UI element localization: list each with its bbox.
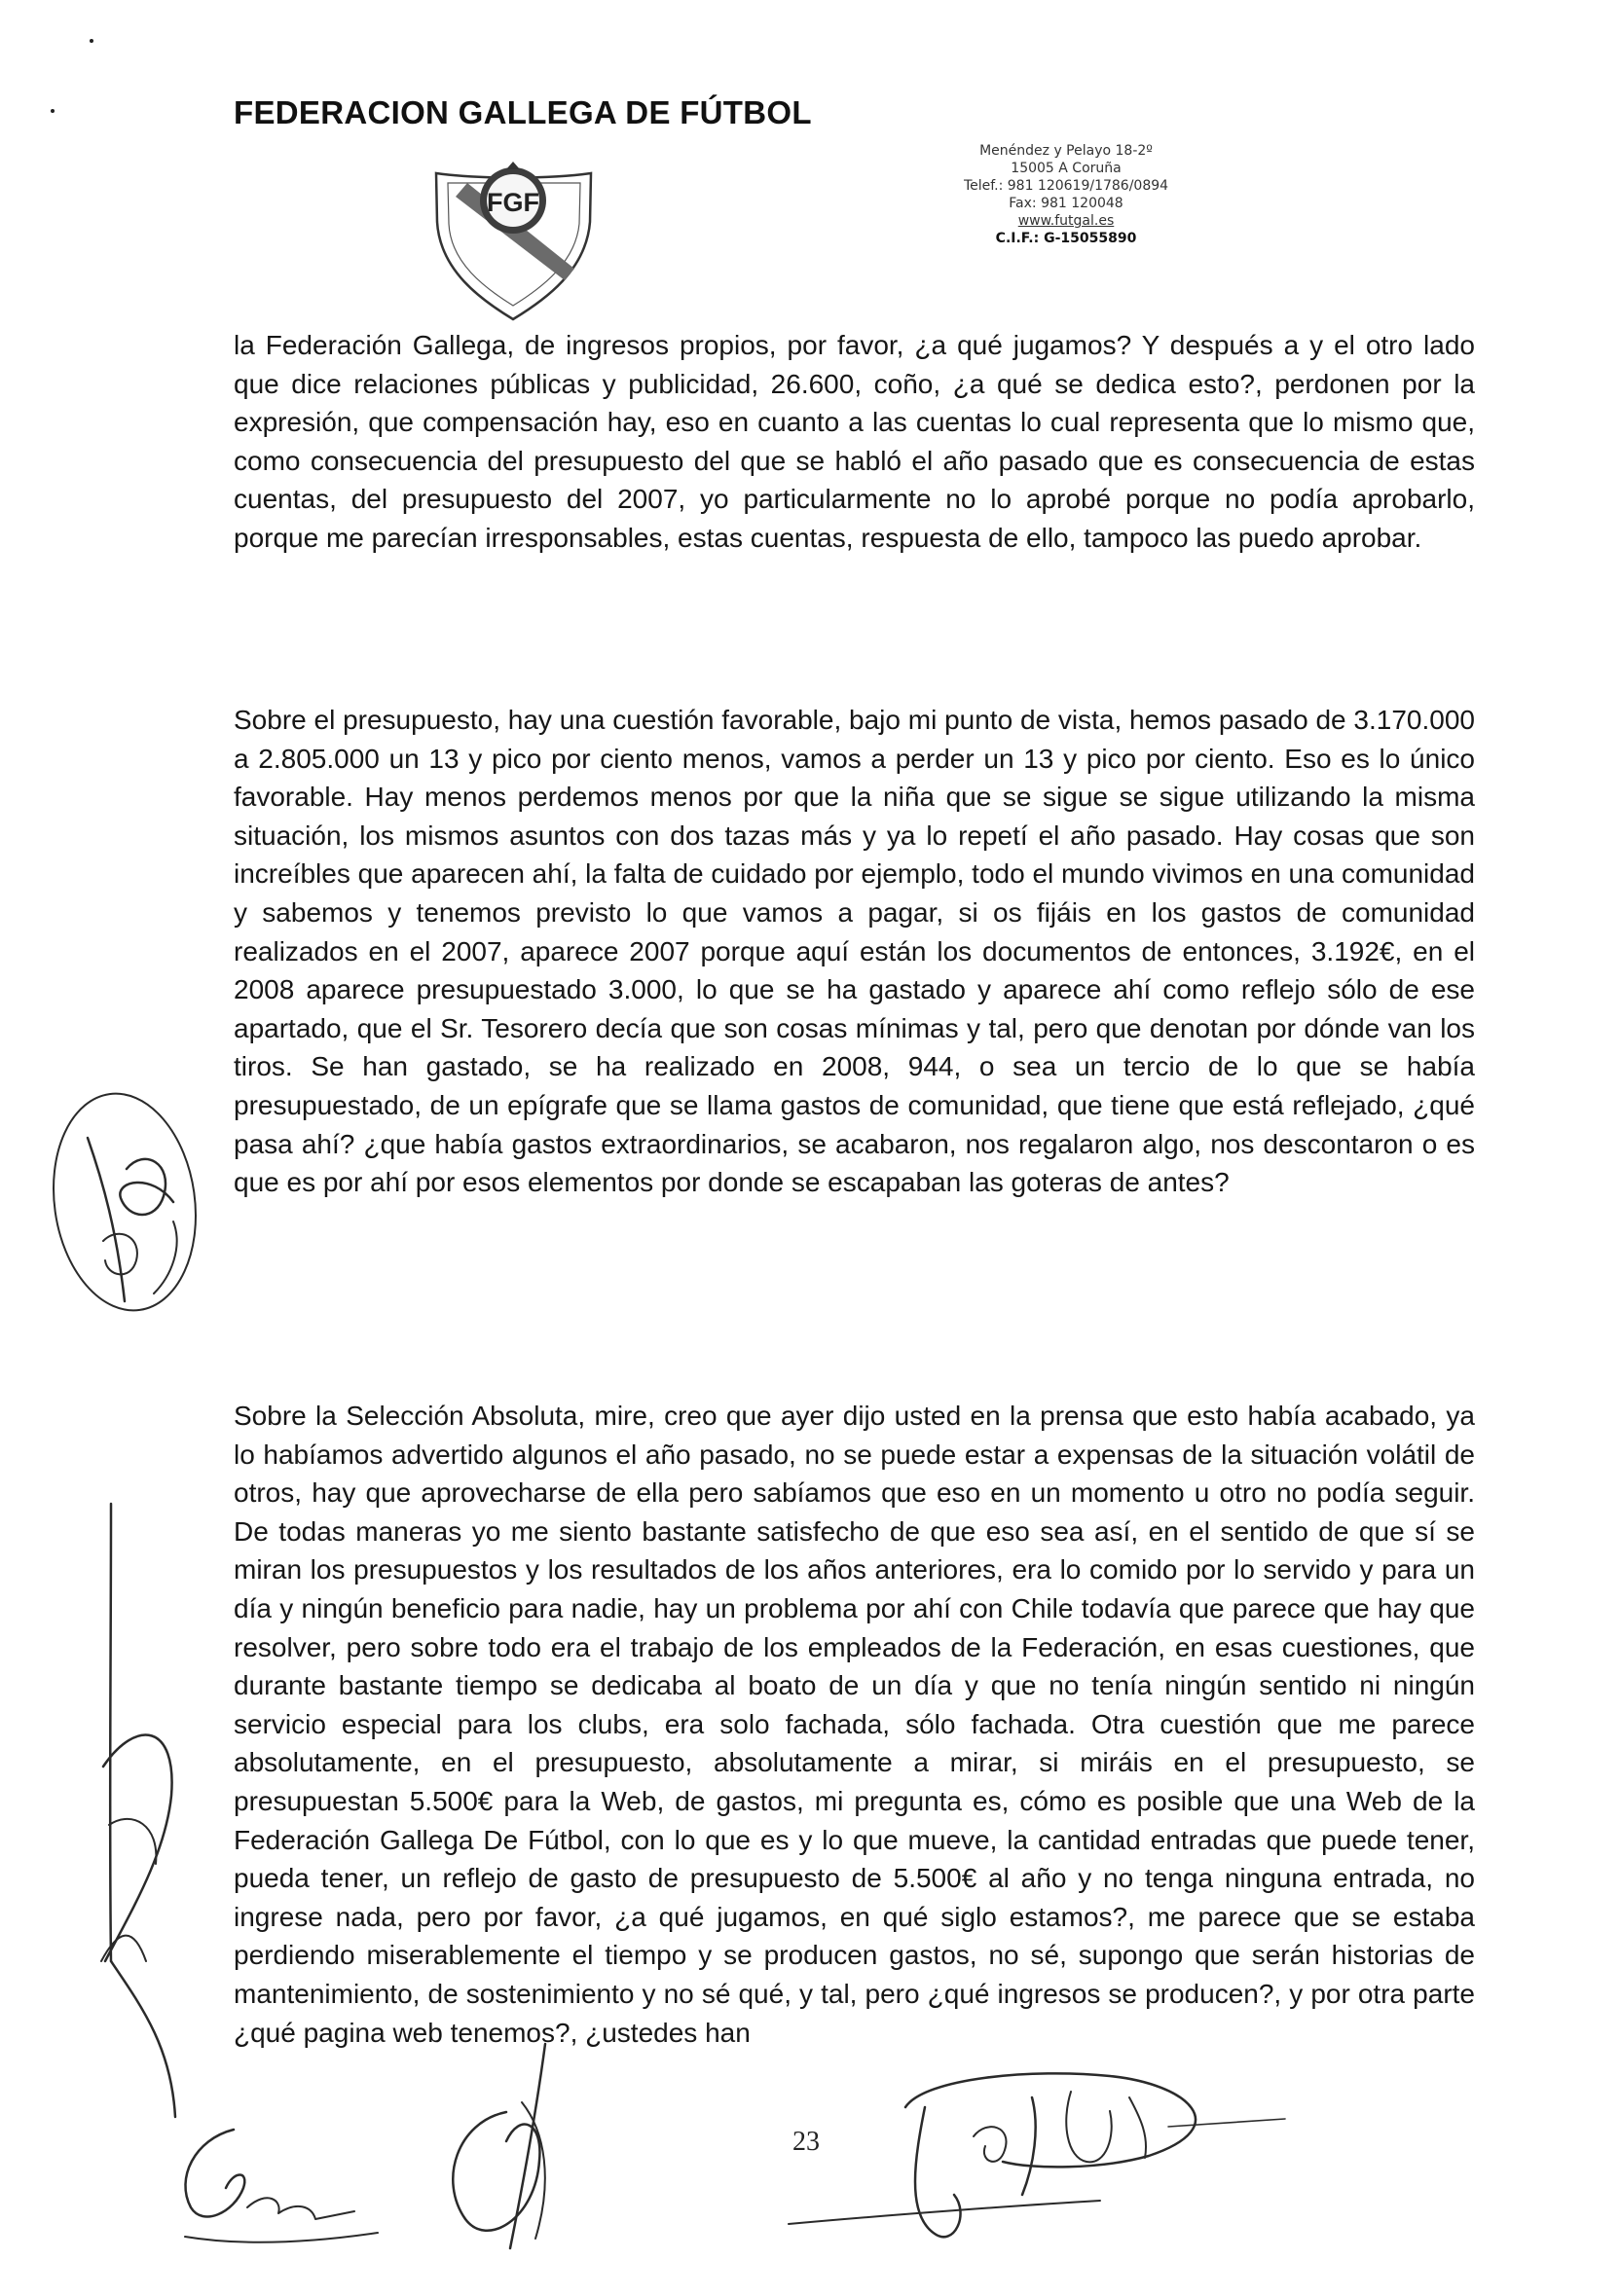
body-paragraph-3: Sobre la Selección Absoluta, mire, creo que ayer dijo usted en la prensa que esto había acabado, ya lo habíamos advertido algunos el año pasado, no se puede estar a expensas de la situación volátil de otros, hay que aprovecharse de ella pero sabíamos que eso en un momento u otro no podía seguir. De todas maneras yo me siento bastante satisfecho de que eso sea así, en el sentido de que sí se miran los presupuestos y los resultados de los años anteriores, era lo comido por lo servido y para un día y ningún beneficio para nadie, hay un problema por ahí con Chile todavía que parece que hay que resolver, pero sobre todo era el trabajo de los empleados de la Federación, en esas cuestiones, que durante bastante tiempo se dedicaba al boato de un día y que no tenía ningún sentido ni ningún servicio especial para los clubs, era solo fachada, sólo fachada. Otra cuestión que me parece absolutamente, en el presupuesto, absolutamente a mirar, si miráis en el presupuesto, se presupuestan 5.500€ para la Web, de gastos, mi pregunta es, cómo es posible que una Web de la Federación Gallega De Fútbol, con lo que es y lo que mueve, la cantidad entradas que puede tener, pueda tener, un reflejo de gasto de presupuesto de 5.500€ al año y no tenga ninguna entrada, no ingrese nada, pero por favor, ¿a qué jugamos, en qué siglo estamos?, me parece que se estaba perdiendo miserablemente el tiempo y se producen gastos, no sé, supongo que serán historias de mantenimiento, de sostenimiento y no sé qué, y tal, pero ¿qué ingresos se producen?, y por otra parte ¿qué pagina web tenemos?, ¿ustedes han — [234, 1401, 1475, 2048]
cif-line: C.I.F.: G-15055890 — [995, 231, 1137, 246]
page-number: 23 — [792, 2127, 820, 2157]
telephone-line: Telef.: 981 120619/1786/0894 — [963, 178, 1169, 194]
margin-signature-initials — [27, 1075, 222, 1338]
fax-line: Fax: 981 120048 — [1009, 196, 1123, 211]
margin-signature-vertical — [88, 1504, 195, 2127]
footer-signature-left — [166, 2110, 389, 2251]
website-link[interactable]: www.futgal.es — [1017, 213, 1115, 229]
federation-crest-logo — [428, 154, 599, 321]
footer-signature-right — [779, 2068, 1285, 2263]
crest-letters: FGF — [487, 188, 539, 217]
body-paragraph-1: la Federación Gallega, de ingresos propios, por favor, ¿a qué jugamos? Y después a y el otro lado que dice relaciones públicas y publicidad, 26.600, coño, ¿a qué se dedica esto?, perdonen por la expresión, que compensación hay, eso en cuanto a las cuentas lo cual representa que lo mismo que, como consecuencia del presupuesto del que se habló el año pasado que es consecuencia de estas cuentas, del presupuesto del 2007, yo particularmente no lo aprobé porque no podía aprobarlo, porque me parecían irresponsables, estas cuentas, respuesta de ello, tampoco las puedo aprobar. — [234, 330, 1475, 553]
footer-signature-middle — [428, 2044, 594, 2258]
contact-block — [949, 142, 1183, 247]
city-line: 15005 A Coruña — [1011, 161, 1122, 176]
organization-title: FEDERACION GALLEGA DE FÚTBOL — [234, 94, 812, 130]
address-line: Menéndez y Pelayo 18-2º — [979, 143, 1153, 159]
scan-speck — [51, 109, 55, 113]
scan-speck — [90, 39, 93, 43]
body-paragraph-2: Sobre el presupuesto, hay una cuestión favorable, bajo mi punto de vista, hemos pasado de 3.170.000 a 2.805.000 un 13 y pico por ciento menos, vamos a perder un 13 y pico por ciento. Eso es lo único favorable. Hay menos perdemos menos por que la niña que se sigue se sigue utilizando la misma situación, los mismos asuntos con dos tazas más y ya lo repetí el año pasado. Hay cosas que son increíbles que aparecen ahí, la falta de cuidado por ejemplo, todo el mundo vivimos en una comunidad y sabemos y tenemos previsto lo que vamos a pagar, si os fijáis en los gastos de comunidad realizados en el 2007, aparece 2007 porque aquí están los documentos de entonces, 3.192€, en el 2008 aparece presupuestado 3.000, lo que se ha gastado y aparece ahí como reflejo sólo de ese apartado, que el Sr. Tesorero decía que son cosas mínimas y tal, pero que denotan por dónde van los tiros. Se han gastado, se ha realizado en 2008, 944, o sea un tercio de lo que se había presupuestado, de un epígrafe que se llama gastos de comunidad, que tiene que está reflejado, ¿qué pasa ahí? ¿que había gastos extraordinarios, se acabaron, nos regalaron algo, nos descontaron o es que es por ahí por esos elementos por donde se escapaban las goteras de antes? — [234, 705, 1475, 1198]
